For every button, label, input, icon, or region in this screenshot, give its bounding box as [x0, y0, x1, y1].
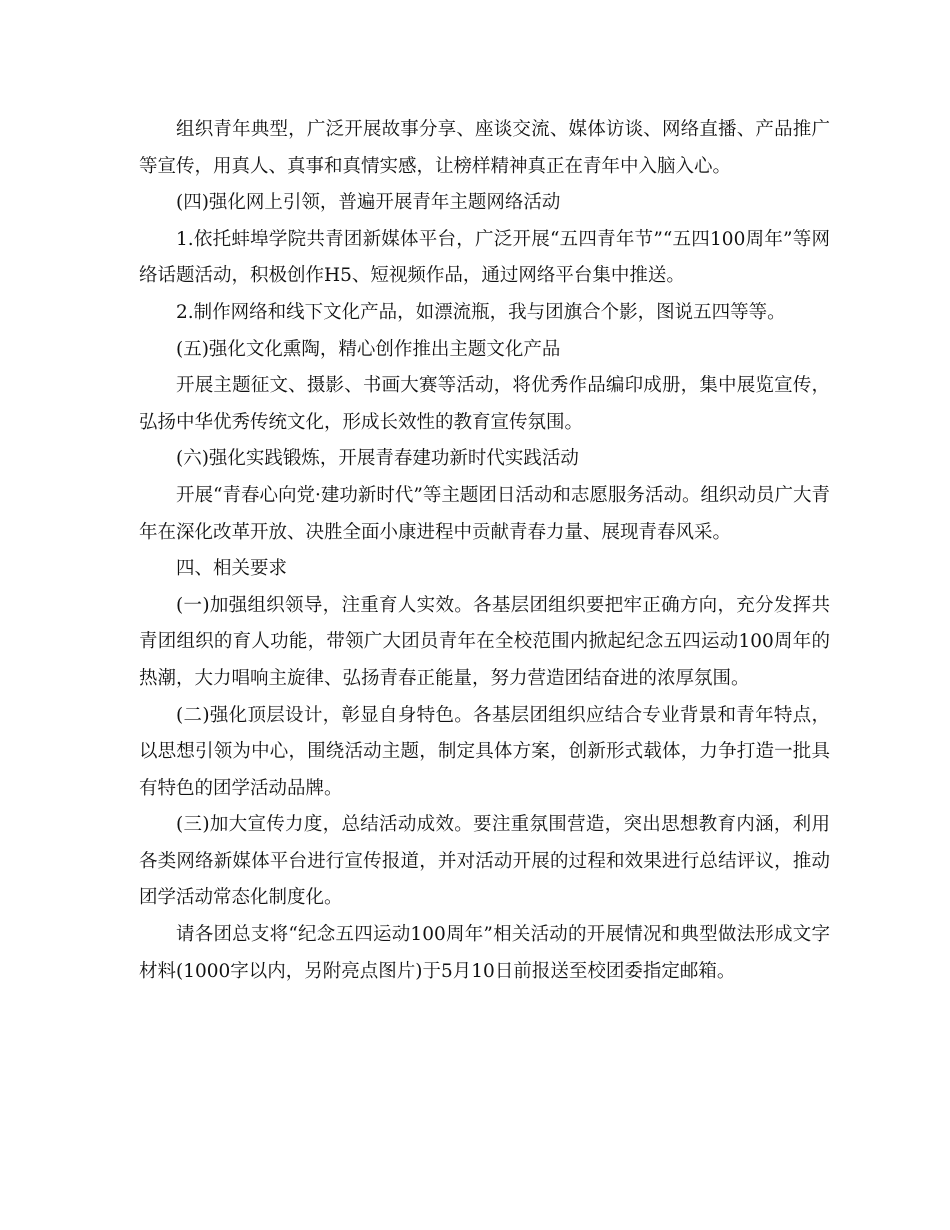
heading-section-5: (五)强化文化熏陶，精心创作推出主题文化产品: [176, 338, 561, 360]
paragraph-practice-activities: 开展“青春心向党·建功新时代”等主题团日活动和志愿服务活动。组织动员广大青年在深化改革开放、决胜全面小康进程中贡献青春力量、展现青春风采。: [139, 484, 830, 543]
paragraph-item-1: 1.依托蚌埠学院共青团新媒体平台，广泛开展“五四青年节”“五四100周年”等网络话题活动，积极创作H5、短视频作品，通过网络平台集中推送。: [139, 228, 830, 287]
paragraph-youth-models: 组织青年典型，广泛开展故事分享、座谈交流、媒体访谈、网络直播、产品推广等宣传，用真人、真事和真情实感，让榜样精神真正在青年中入脑入心。: [139, 119, 830, 177]
paragraph-cultural-activities: 开展主题征文、摄影、书画大赛等活动，将优秀作品编印成册，集中展览宣传，弘扬中华优秀传统文化，形成长效性的教育宣传氛围。: [139, 375, 830, 433]
paragraph-requirement-1: (一)加强组织领导，注重育人实效。各基层团组织要把牢正确方向，充分发挥共青团组织的育人功能，带领广大团员青年在全校范围内掀起纪念五四运动100周年的热潮，大力唱响主旋律、弘扬青春正能量，努力营造团结奋进的浓厚氛围。: [139, 594, 830, 689]
paragraph-requirement-3: (三)加大宣传力度，总结活动成效。要注重氛围营造，突出思想教育内涵，利用各类网络新媒体平台进行宣传报道，并对活动开展的过程和效果进行总结评议，推动团学活动常态化制度化。: [139, 814, 830, 909]
heading-section-6: (六)强化实践锻炼，开展青春建功新时代实践活动: [176, 448, 579, 470]
paragraph-submission-notice: 请各团总支将“纪念五四运动100周年”相关活动的开展情况和典型做法形成文字材料(1000字以内，另附亮点图片)于5月10日前报送至校团委指定邮箱。: [139, 924, 830, 982]
heading-section-4: (四)强化网上引领，普遍开展青年主题网络活动: [176, 192, 561, 214]
paragraph-requirement-2: (二)强化顶层设计，彰显自身特色。各基层团组织应结合专业背景和青年特点，以思想引领为中心，围绕活动主题，制定具体方案，创新形式载体，力争打造一批具有特色的团学活动品牌。: [139, 704, 830, 799]
paragraph-item-2: 2.制作网络和线下文化产品，如漂流瓶，我与团旗合个影，图说五四等等。: [176, 301, 786, 323]
heading-requirements: 四、相关要求: [176, 558, 288, 580]
